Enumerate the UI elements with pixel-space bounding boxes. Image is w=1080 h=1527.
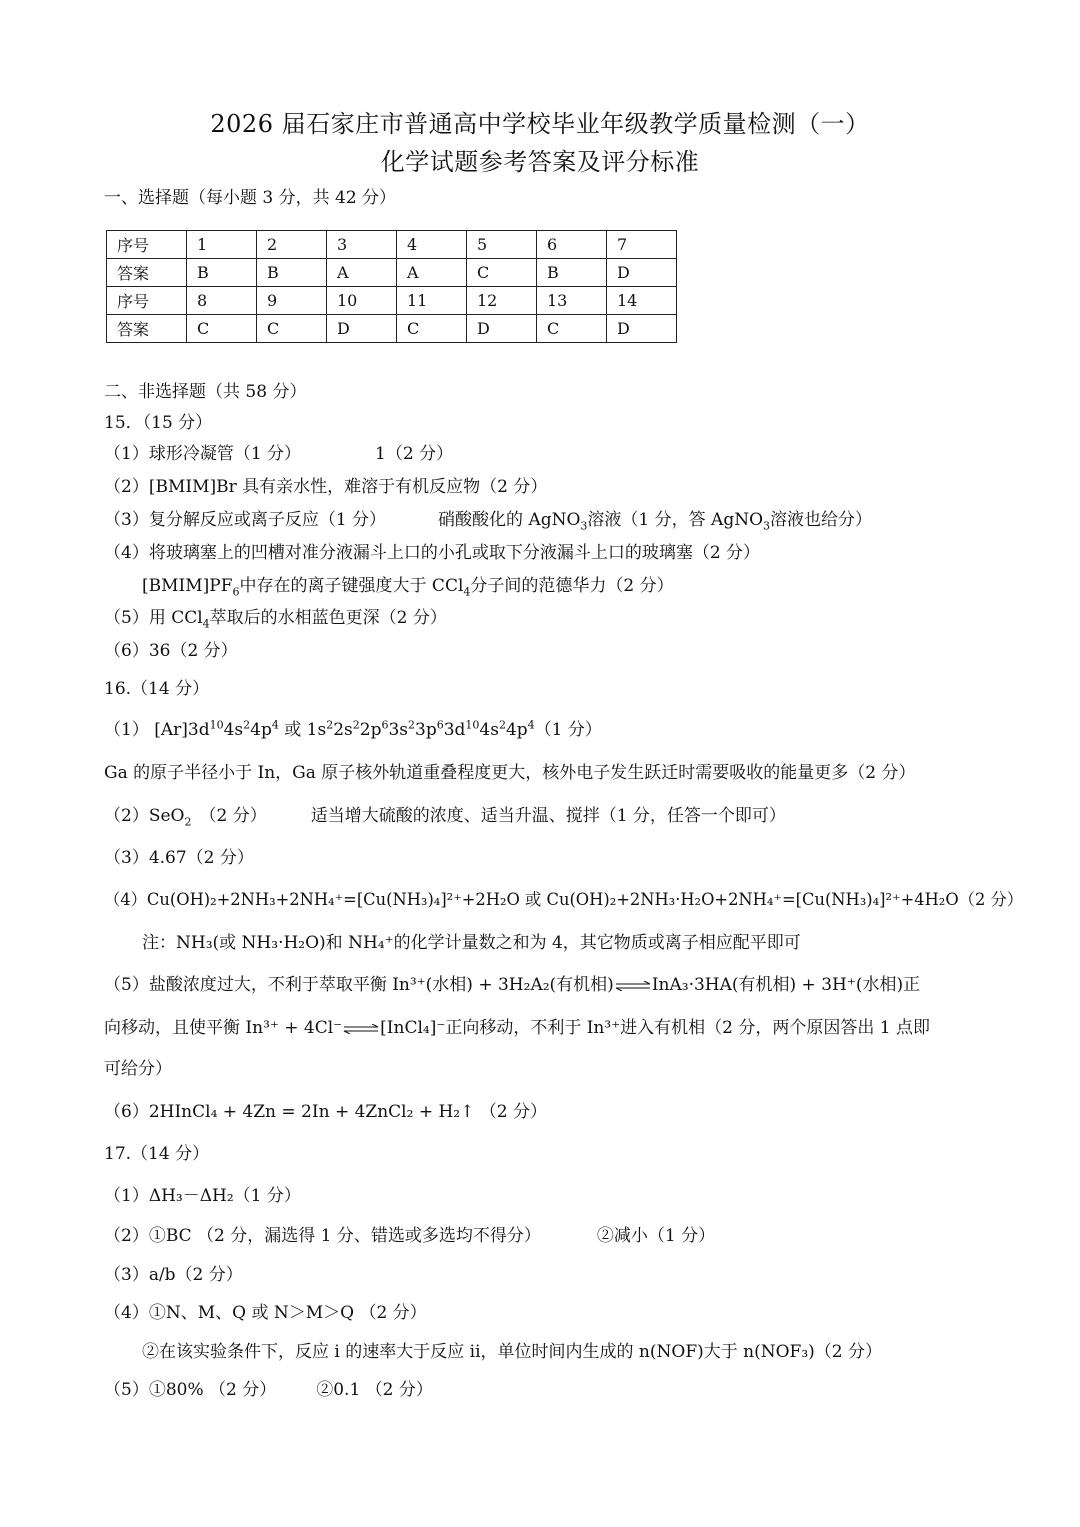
answer-table-cell: 序号 (107, 287, 187, 315)
answer-table-cell: B (257, 259, 327, 287)
answer-table-cell: D (607, 259, 677, 287)
q16-part4-note: 注：NH₃(或 NH₃·H₂O)和 NH₄⁺的化学计量数之和为 4，其它物质或离子相应配平即可 (142, 933, 801, 953)
answer-table-cell: 12 (467, 287, 537, 315)
answer-table-cell: 11 (397, 287, 467, 315)
answer-table-cell: 答案 (107, 259, 187, 287)
q16-part4: （4）Cu(OH)₂+2NH₃+2NH₄⁺=[Cu(NH₃)₄]²⁺+2H₂O 或 Cu(OH)₂+2NH₃·H₂O+2NH₄⁺=[Cu(NH₃)₄]²⁺+4H₂O（2 分） (104, 890, 1024, 909)
q16-part6: （6）2HInCl₄ + 4Zn = 2In + 4ZnCl₂ + H₂↑ （2 分） (104, 1102, 547, 1122)
q15-part6: （6）36（2 分） (104, 641, 238, 661)
answer-table-cell: A (327, 259, 397, 287)
q16-part5-line2: 向移动，且使平衡 In³⁺ + 4Cl⁻ [InCl₄]⁻正向移动，不利于 In³⁺进入有机相（2 分，两个原因答出 1 点即 (104, 1018, 931, 1038)
document-title: 2026 届石家庄市普通高中学校毕业年级教学质量检测（一） (210, 110, 870, 138)
q15-part4-second: $[BMIM]PF_6$中存在的离子键强度大于 CCl$_4$分子间的范德华力（2 分） (142, 576, 674, 599)
q16-part3: （3）4.67（2 分） (104, 848, 254, 868)
answer-table-cell: 13 (537, 287, 607, 315)
answer-table-row (107, 315, 677, 343)
answer-table-cell: 4 (397, 231, 467, 259)
answer-table-cell: C (467, 259, 537, 287)
answer-table-cell: 3 (327, 231, 397, 259)
q15-part3-answer-a: （3）复分解反应或离子反应（1 分） (104, 510, 387, 530)
answer-table-cell: 2 (257, 231, 327, 259)
answer-table-cell: 8 (187, 287, 257, 315)
q15-part1-answer-b: 1（2 分） (375, 444, 454, 464)
answer-table-row (107, 287, 677, 315)
answer-table-cell: D (467, 315, 537, 343)
q15-part1 (104, 439, 453, 464)
answer-table-cell: 6 (537, 231, 607, 259)
q16-part1: （1） $[Ar]3d^{10}4s^24p^4$ 或 $1s^22s^22p^63s^23p^63d^{10}4s^24p^4(1$ 分） (104, 718, 602, 740)
answer-table-cell: 序号 (107, 231, 187, 259)
q17-title: 17.（14 分） (104, 1144, 210, 1164)
answer-table-cell: C (537, 315, 607, 343)
q17-part4: （4）①N、M、Q 或 N＞M＞Q （2 分） (104, 1303, 427, 1323)
q17-part5: （5）①80% （2 分） ②0.1 （2 分） (104, 1380, 433, 1400)
answer-table-cell: 7 (607, 231, 677, 259)
answer-table-cell: C (187, 315, 257, 343)
q15-part4: （4）将玻璃塞上的凹槽对准分液漏斗上口的小孔或取下分液漏斗上口的玻璃塞（2 分） (104, 543, 761, 563)
equilibrium-arrow-icon (614, 981, 652, 991)
q17-part3: （3）a/b（2 分） (104, 1265, 243, 1285)
q15-part3 (104, 505, 873, 533)
answer-table-cell: 5 (467, 231, 537, 259)
answer-table-row (107, 259, 677, 287)
q16-part5: （5）盐酸浓度过大，不利于萃取平衡 In³⁺(水相) + 3H₂A₂(有机相) InA₃·3HA(有机相) + 3H⁺(水相)正 (104, 975, 921, 995)
answer-table-cell: 10 (327, 287, 397, 315)
q15-title: 15．（15 分） (104, 413, 213, 433)
answer-table-cell: B (537, 259, 607, 287)
equilibrium-arrow-icon (342, 1024, 380, 1034)
section-2-heading: 二、非选择题（共 58 分） (104, 382, 307, 402)
q17-part2: （2）①BC （2 分，漏选得 1 分、错选或多选均不得分） ②减小（1 分） (104, 1226, 716, 1246)
answer-table-cell: A (397, 259, 467, 287)
answer-table (106, 230, 677, 343)
q15-part5: （5）用 CCl$_4$萃取后的水相蓝色更深（2 分） (104, 608, 447, 631)
answer-table-row (107, 231, 677, 259)
answer-table-cell: 9 (257, 287, 327, 315)
answer-table-cell: C (397, 315, 467, 343)
q15-part3-answer-b: 硝酸酸化的 AgNO$_3$溶液（1 分，答 AgNO$_3$溶液也给分） (438, 510, 873, 533)
q16-part2: （2）SeO$_2$ （2 分） 适当增大硫酸的浓度、适当升温、搅拌（1 分，任答一个即可） (104, 806, 786, 829)
q16-title: 16.（14 分） (104, 679, 210, 699)
answer-table-cell: 14 (607, 287, 677, 315)
q17-part4-second: ②在该实验条件下，反应 i 的速率大于反应 ii，单位时间内生成的 n(NOF)大于 n(NOF₃)（2 分） (142, 1342, 883, 1362)
answer-table-cell: D (327, 315, 397, 343)
answer-table-cell: 1 (187, 231, 257, 259)
q16-part1-explanation: Ga 的原子半径小于 In，Ga 原子核外轨道重叠程度更大，核外电子发生跃迁时需要吸收的能量更多（2 分） (104, 763, 916, 783)
answer-table-cell: D (607, 315, 677, 343)
answer-table-cell: C (257, 315, 327, 343)
answer-table-cell: B (187, 259, 257, 287)
q16-part5-line3: 可给分） (104, 1059, 172, 1079)
section-1-heading: 一、选择题（每小题 3 分，共 42 分） (104, 188, 397, 208)
document-subtitle: 化学试题参考答案及评分标准 (380, 148, 700, 176)
q15-part1-answer-a: （1）球形冷凝管（1 分） (104, 444, 302, 464)
q15-part2: （2）[BMIM]Br 具有亲水性，难溶于有机反应物（2 分） (104, 477, 548, 497)
answer-table-cell: 答案 (107, 315, 187, 343)
q17-part1: （1）ΔH₃－ΔH₂（1 分） (104, 1186, 301, 1206)
